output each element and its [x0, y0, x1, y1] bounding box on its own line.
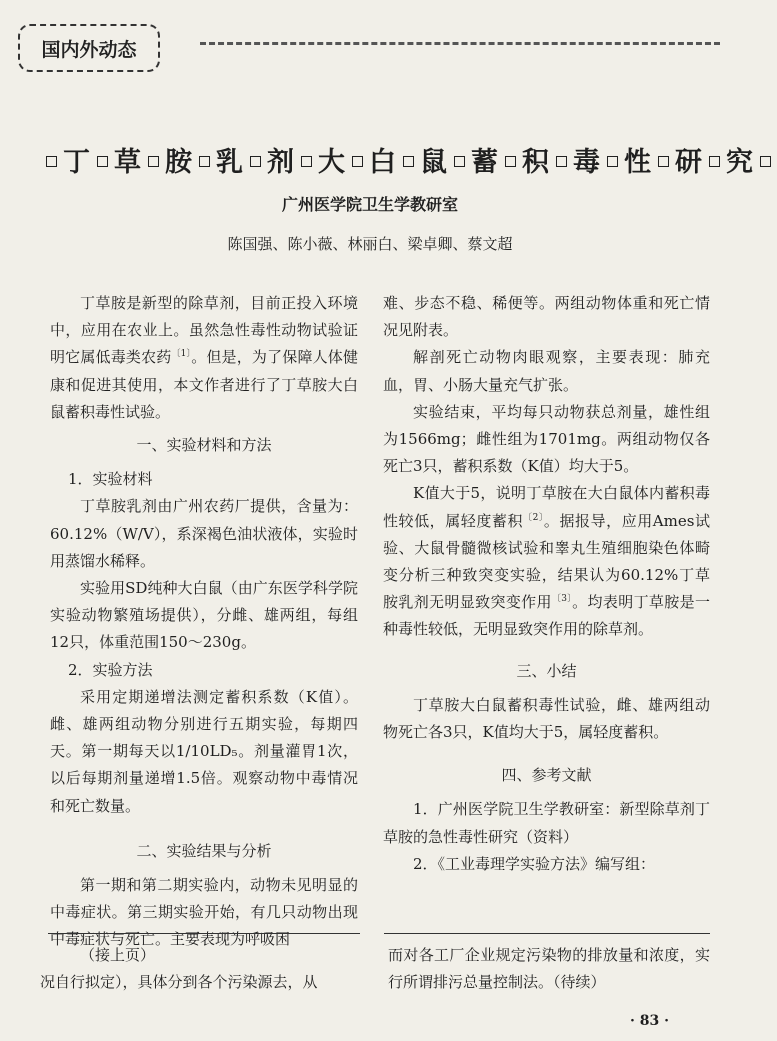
title-box-ornament [199, 156, 210, 167]
title-box-ornament [250, 156, 261, 167]
title-char: 胺 [165, 147, 193, 178]
heading-summary: 三、小结 [516, 661, 577, 680]
title-char: 草 [114, 147, 142, 178]
intro-paragraph: 丁草胺是新型的除草剂，目前正投入环境中，应用在农业上。虽然急性毒性动物试验证明它属低毒类农药$^{〔1〕}$。但是，为了保障人体健康和促进其使用，本文作者进行了丁草胺大白鼠蓄积毒性试验。 [50, 294, 358, 421]
header-dashed-rule [200, 42, 720, 45]
reference-1: 1．广州医学院卫生学教研室：新型除草剂丁草胺的急性毒性研究（资料） [383, 800, 710, 846]
results-paragraph: 第一期和第二期实验内，动物未见明显的中毒症状。第三期实验开始，有几只动物出现中毒症状与死亡。主要表现为呼吸困 [50, 876, 358, 949]
title-char: 鼠 [420, 147, 448, 178]
title-box-ornament [607, 156, 618, 167]
title-char: 蓄 [471, 147, 499, 178]
page-number: · 83 · [630, 1013, 669, 1029]
title-box-ornament [556, 156, 567, 167]
results-continued-paragraph: 难、步态不稳、稀便等。两组动物体重和死亡情况见附表。 [383, 294, 710, 340]
title-box-ornament [352, 156, 363, 167]
citation-3: 〔3〕 [551, 594, 573, 605]
authors: 陈国强、陈小薇、林丽白、梁卓卿、蔡文超 [227, 235, 513, 253]
title-char: 积 [522, 147, 550, 178]
institution: 广州医学院卫生学教研室 [281, 195, 458, 214]
continuation-left-text: 况自行拟定），具体分到各个污染源去，从 [40, 973, 318, 991]
title-char: 研 [675, 147, 703, 178]
heading-methods: 一、实验材料和方法 [136, 436, 272, 455]
materials-paragraph: 丁草胺乳剂由广州农药厂提供，含量为：60.12%（W/V），系深褐色油状液体，实验时用蒸馏水稀释。 [50, 497, 358, 570]
title-box-ornament [505, 156, 516, 167]
title-box-ornament [454, 156, 465, 167]
autopsy-paragraph: 解剖死亡动物肉眼观察，主要表现：肺充血，胃、小肠大量充气扩张。 [383, 348, 710, 394]
citation-2: 〔2〕 [523, 512, 544, 523]
title-char: 剂 [267, 147, 295, 178]
title-box-ornament [760, 156, 771, 167]
experiment-end-paragraph: 实验结束，平均每只动物获总剂量，雄性组为1566mg；雌性组为1701mg。两组动物仅各死亡3只，蓄积系数（K值）均大于5。 [383, 402, 710, 476]
article-title [40, 140, 754, 179]
title-box-ornament [97, 156, 108, 167]
bottom-rule-right [384, 933, 710, 934]
section-tag: 国内外动态 [18, 24, 160, 72]
bottom-rule-left [48, 933, 360, 934]
title-char: 大 [318, 147, 346, 178]
citation-1: 〔1〕 [171, 349, 192, 360]
reference-2: 2．《工业毒理学实验方法》编写组： [413, 854, 656, 873]
subheading-materials: 1．实验材料 [68, 470, 153, 489]
method-paragraph: 采用定期递增法测定蓄积系数（K值）。雌、雄两组动物分别进行五期实验，每期四天。第一期每天以1/10LD₅。剂量灌胃1次，以后每期剂量递增1.5倍。观察动物中毒情况和死亡数量。 [50, 687, 358, 815]
title-char: 丁 [63, 147, 91, 178]
title-box-ornament [301, 156, 312, 167]
title-box-ornament [658, 156, 669, 167]
title-char: 性 [624, 147, 652, 178]
title-char: 乳 [216, 147, 244, 178]
subheading-method: 2．实验方法 [68, 660, 153, 679]
title-char: 白 [369, 147, 397, 178]
title-box-ornament [709, 156, 720, 167]
continuation-left [40, 942, 362, 996]
heading-references: 四、参考文献 [501, 766, 592, 785]
title-char: 究 [726, 147, 754, 178]
title-char: 毒 [573, 147, 601, 178]
animals-paragraph: 实验用SD纯种大白鼠（由广东医学科学院实验动物繁殖场提供），分雌、雄两组，每组12只，体重范围150～230g。 [50, 579, 358, 652]
heading-results: 二、实验结果与分析 [136, 841, 272, 860]
left-column [50, 290, 358, 954]
title-box-ornament [46, 156, 57, 167]
summary-paragraph: 丁草胺大白鼠蓄积毒性试验，雌、雄两组动物死亡各3只，K值均大于5，属轻度蓄积。 [383, 695, 710, 742]
k-value-paragraph: K值大于5，说明丁草胺在大白鼠体内蓄积毒性较低，属轻度蓄积$^{〔2〕}$。据报导，应用Ames试验、大鼠骨髓微核试验和睾丸生殖细胞染色体畸变分析三种致突变实验，结果认为60.12%丁草胺乳剂无明显致突变作用$^{〔3〕}$。均表明丁草胺是一种毒性较低，无明显致突作用的除草剂。 [383, 484, 710, 639]
right-column [383, 290, 710, 878]
title-box-ornament [403, 156, 414, 167]
continuation-heading: （接上页） [80, 946, 156, 964]
title-box-ornament [148, 156, 159, 167]
continuation-right-text: 而对各工厂企业规定污染物的排放量和浓度，实行所谓排污总量控制法。（待续） [388, 946, 710, 991]
